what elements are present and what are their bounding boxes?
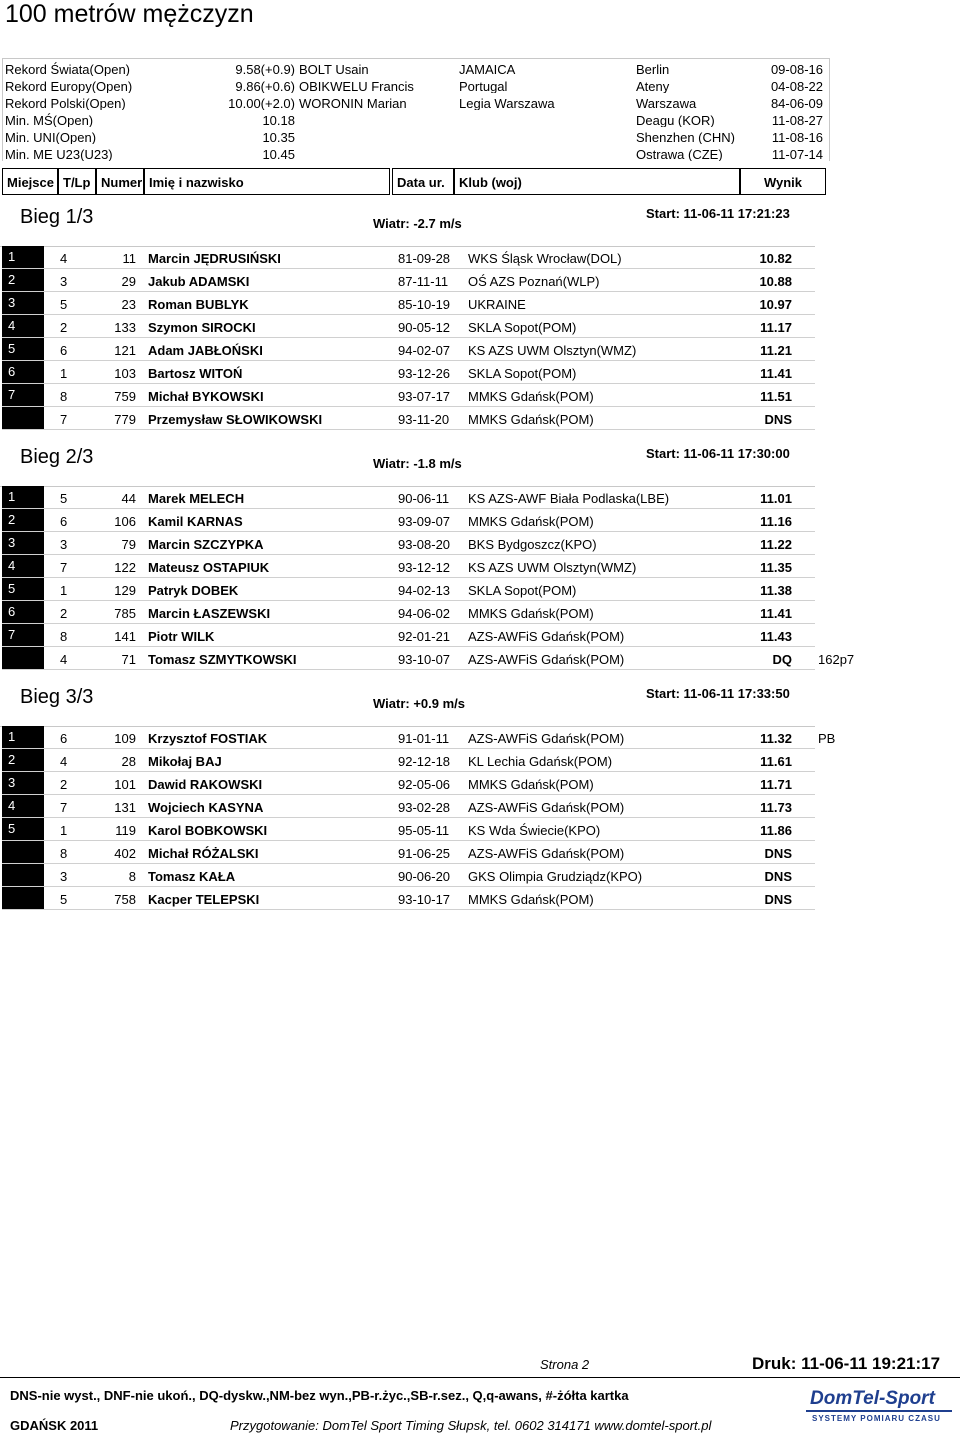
header-place: Miejsce xyxy=(2,168,58,195)
cell-born: 92-01-21 xyxy=(398,629,451,644)
cell-lane: 8 xyxy=(60,846,68,861)
result-row xyxy=(2,841,815,864)
cell-club: AZS-AWFiS Gdańsk(POM) xyxy=(468,731,625,746)
cell-lane: 3 xyxy=(60,274,68,289)
cell-lane: 5 xyxy=(60,297,68,312)
result-row xyxy=(2,555,815,578)
cell-place: 5 xyxy=(2,338,44,360)
cell-bib: 28 xyxy=(121,754,136,769)
cell-lane: 2 xyxy=(60,320,68,335)
cell-lane: 4 xyxy=(60,754,68,769)
cell-born: 93-02-28 xyxy=(398,800,451,815)
cell-club: MMKS Gdańsk(POM) xyxy=(468,514,594,529)
record-name: Rekord Europy(Open) xyxy=(5,79,133,93)
cell-club: KS AZS UWM Olsztyn(WMZ) xyxy=(468,343,637,358)
result-row xyxy=(2,338,815,361)
cell-born: 81-09-28 xyxy=(398,251,451,266)
result-row xyxy=(2,818,815,841)
heat-title: Bieg 2/3 xyxy=(20,446,94,468)
record-name: Min. MŚ(Open) xyxy=(5,113,94,127)
cell-athlete: Szymon SIROCKI xyxy=(148,320,256,335)
cell-result: 11.22 xyxy=(760,537,792,552)
result-row xyxy=(2,486,815,509)
page-number: Strona 2 xyxy=(540,1357,590,1372)
record-row xyxy=(3,144,829,161)
record-club: Portugal xyxy=(459,79,508,93)
result-row xyxy=(2,532,815,555)
cell-club: BKS Bydgoszcz(KPO) xyxy=(468,537,597,552)
cell-bib: 29 xyxy=(121,274,136,289)
cell-bib: 758 xyxy=(114,892,136,907)
divider xyxy=(0,1377,960,1378)
cell-born: 92-05-06 xyxy=(398,777,451,792)
cell-bib: 122 xyxy=(114,560,136,575)
cell-born: 93-12-26 xyxy=(398,366,451,381)
cell-born: 91-06-25 xyxy=(398,846,451,861)
header-num: Numer xyxy=(96,168,144,195)
cell-athlete: Przemysław SŁOWIKOWSKI xyxy=(148,412,323,427)
cell-place xyxy=(2,407,44,429)
cell-born: 90-05-12 xyxy=(398,320,451,335)
record-athlete: WORONIN Marian xyxy=(299,96,407,110)
cell-athlete: Mikołaj BAJ xyxy=(148,754,222,769)
record-place: Shenzhen (CHN) xyxy=(636,130,735,144)
cell-result: 11.21 xyxy=(760,343,792,358)
cell-club: MMKS Gdańsk(POM) xyxy=(468,606,594,621)
cell-bib: 109 xyxy=(114,731,136,746)
cell-club: OŚ AZS Poznań(WLP) xyxy=(468,274,600,289)
record-place: Deagu (KOR) xyxy=(636,113,715,127)
cell-result: DNS xyxy=(764,412,792,427)
record-result: 10.18 xyxy=(262,113,295,127)
result-row xyxy=(2,726,836,749)
record-date: 84-06-09 xyxy=(770,96,823,110)
heat-rows xyxy=(2,246,815,430)
cell-place: 3 xyxy=(2,772,44,794)
result-row xyxy=(2,509,815,532)
cell-bib: 79 xyxy=(121,537,136,552)
cell-born: 91-01-11 xyxy=(398,731,450,746)
record-row xyxy=(3,127,829,144)
cell-club: MMKS Gdańsk(POM) xyxy=(468,777,594,792)
cell-lane: 7 xyxy=(60,560,68,575)
cell-result: 11.73 xyxy=(760,800,792,815)
cell-born: 93-07-17 xyxy=(398,389,451,404)
record-date: 11-08-27 xyxy=(771,113,823,127)
cell-result: 11.01 xyxy=(760,491,792,506)
cell-lane: 2 xyxy=(60,606,68,621)
cell-lane: 3 xyxy=(60,869,68,884)
cell-lane: 2 xyxy=(60,777,68,792)
cell-born: 93-08-20 xyxy=(398,537,451,552)
cell-result: DNS xyxy=(764,869,792,884)
cell-club: MMKS Gdańsk(POM) xyxy=(468,412,594,427)
result-row xyxy=(2,292,815,315)
cell-bib: 129 xyxy=(114,583,136,598)
cell-lane: 4 xyxy=(60,251,68,266)
record-name: Min. UNI(Open) xyxy=(5,130,97,144)
cell-lane: 6 xyxy=(60,514,68,529)
cell-athlete: Patryk DOBEK xyxy=(148,583,239,598)
cell-place: 7 xyxy=(2,384,44,406)
record-date: 09-08-16 xyxy=(770,62,823,76)
cell-athlete: Karol BOBKOWSKI xyxy=(148,823,268,838)
record-result: 10.45 xyxy=(262,147,295,161)
cell-athlete: Piotr WILK xyxy=(148,629,215,644)
cell-place: 5 xyxy=(2,578,44,600)
cell-place xyxy=(2,647,44,669)
result-row xyxy=(2,772,815,795)
cell-born: 92-12-18 xyxy=(398,754,451,769)
cell-place: 4 xyxy=(2,315,44,337)
record-date: 04-08-22 xyxy=(770,79,823,93)
cell-place: 3 xyxy=(2,532,44,554)
cell-bib: 759 xyxy=(114,389,136,404)
cell-bib: 121 xyxy=(114,343,136,358)
cell-bib: 141 xyxy=(114,629,136,644)
cell-born: 93-10-17 xyxy=(398,892,451,907)
result-row xyxy=(2,795,815,818)
cell-club: AZS-AWFiS Gdańsk(POM) xyxy=(468,800,625,815)
cell-result: 11.38 xyxy=(760,583,792,598)
heat-wind: Wiatr: -2.7 m/s xyxy=(373,216,462,231)
cell-lane: 1 xyxy=(60,366,68,381)
cell-result: DNS xyxy=(764,846,792,861)
cell-bib: 785 xyxy=(114,606,136,621)
result-row xyxy=(2,315,815,338)
cell-lane: 8 xyxy=(60,389,68,404)
cell-club: UKRAINE xyxy=(468,297,526,312)
cell-born: 85-10-19 xyxy=(398,297,451,312)
result-row xyxy=(2,887,815,910)
cell-born: 93-10-07 xyxy=(398,652,451,667)
cell-result: DNS xyxy=(764,892,792,907)
cell-result: 11.35 xyxy=(760,560,792,575)
cell-bib: 131 xyxy=(114,800,136,815)
header-born: Data ur. xyxy=(392,168,454,195)
cell-bib: 71 xyxy=(121,652,136,667)
record-athlete: BOLT Usain xyxy=(299,62,369,76)
cell-bib: 8 xyxy=(128,869,136,884)
cell-result: 11.17 xyxy=(760,320,792,335)
cell-athlete: Jakub ADAMSKI xyxy=(148,274,250,289)
cell-born: 95-05-11 xyxy=(398,823,450,838)
cell-athlete: Marcin JĘDRUSIŃSKI xyxy=(148,251,281,266)
header-tor: T/Lp xyxy=(58,168,96,195)
cell-athlete: Roman BUBLYK xyxy=(148,297,249,312)
record-date: 11-08-16 xyxy=(771,130,823,144)
cell-born: 93-09-07 xyxy=(398,514,451,529)
cell-place: 6 xyxy=(2,601,44,623)
heat-title: Bieg 1/3 xyxy=(20,206,94,228)
cell-place: 2 xyxy=(2,509,44,531)
cell-result: 11.41 xyxy=(760,606,792,621)
record-place: Warszawa xyxy=(636,96,697,110)
logo-subtitle: SYSTEMY POMIARU CZASU xyxy=(812,1414,941,1423)
cell-lane: 5 xyxy=(60,491,68,506)
cell-lane: 6 xyxy=(60,343,68,358)
print-timestamp: Druk: 11-06-11 19:21:17 xyxy=(752,1354,941,1373)
cell-bib: 101 xyxy=(114,777,136,792)
cell-place xyxy=(2,887,44,909)
cell-bib: 779 xyxy=(114,412,136,427)
cell-club: AZS-AWFiS Gdańsk(POM) xyxy=(468,629,625,644)
cell-place: 2 xyxy=(2,749,44,771)
cell-athlete: Kamil KARNAS xyxy=(148,514,243,529)
cell-bib: 106 xyxy=(114,514,136,529)
cell-born: 94-02-07 xyxy=(398,343,451,358)
cell-place: 2 xyxy=(2,269,44,291)
legend: DNS-nie wyst., DNF-nie ukoń., DQ-dyskw.,NM-bez wyn.,PB-r.życ.,SB-r.sez., Q,q-awans, #-żółta kartka xyxy=(10,1388,629,1403)
record-result: 10.35 xyxy=(262,130,295,144)
cell-result: 10.88 xyxy=(759,274,792,289)
cell-place: 1 xyxy=(2,726,44,748)
header-club: Klub (woj) xyxy=(454,168,740,195)
result-row xyxy=(2,624,815,647)
record-club: JAMAICA xyxy=(459,62,516,76)
record-date: 11-07-14 xyxy=(771,147,823,161)
cell-club: AZS-AWFiS Gdańsk(POM) xyxy=(468,846,625,861)
record-name: Rekord Polski(Open) xyxy=(5,96,126,110)
cell-bib: 133 xyxy=(114,320,136,335)
cell-bib: 11 xyxy=(122,251,136,266)
cell-club: SKLA Sopot(POM) xyxy=(468,366,577,381)
cell-place: 6 xyxy=(2,361,44,383)
cell-lane: 8 xyxy=(60,629,68,644)
result-row xyxy=(2,407,815,430)
cell-place: 4 xyxy=(2,795,44,817)
cell-born: 93-11-20 xyxy=(398,412,450,427)
record-row xyxy=(3,59,829,76)
cell-note: PB xyxy=(818,731,836,746)
cell-athlete: Marcin ŁASZEWSKI xyxy=(148,606,271,621)
record-result: 9.58(+0.9) xyxy=(235,62,295,76)
cell-lane: 1 xyxy=(60,823,68,838)
header-name: Imię i nazwisko xyxy=(144,168,390,195)
cell-result: 11.16 xyxy=(760,514,792,529)
cell-athlete: Krzysztof FOSTIAK xyxy=(148,731,268,746)
logo-text: DomTel-Sport xyxy=(810,1388,935,1409)
header-result: Wynik xyxy=(740,168,826,195)
cell-lane: 1 xyxy=(60,583,68,598)
cell-club: KS Wda Świecie(KPO) xyxy=(468,823,601,838)
result-row xyxy=(2,647,855,670)
result-row xyxy=(2,246,815,269)
result-row xyxy=(2,578,815,601)
cell-club: GKS Olimpia Grudziądz(KPO) xyxy=(468,869,643,884)
cell-lane: 7 xyxy=(60,412,68,427)
cell-club: KS AZS-AWF Biała Podlaska(LBE) xyxy=(468,491,670,506)
record-place: Ostrawa (CZE) xyxy=(636,147,723,161)
cell-result: 11.43 xyxy=(760,629,792,644)
cell-bib: 44 xyxy=(121,491,136,506)
cell-result: 11.41 xyxy=(760,366,792,381)
heat-wind: Wiatr: +0.9 m/s xyxy=(373,696,466,711)
cell-born: 90-06-20 xyxy=(398,869,451,884)
cell-athlete: Michał RÓŻALSKI xyxy=(148,846,259,861)
records-table xyxy=(2,58,830,161)
cell-club: SKLA Sopot(POM) xyxy=(468,583,577,598)
cell-place xyxy=(2,864,44,886)
cell-bib: 402 xyxy=(114,846,136,861)
result-row xyxy=(2,864,815,887)
cell-athlete: Tomasz KAŁA xyxy=(148,869,236,884)
record-result: 9.86(+0.6) xyxy=(235,79,295,93)
cell-bib: 103 xyxy=(114,366,136,381)
cell-place: 1 xyxy=(2,486,44,508)
cell-place: 1 xyxy=(2,246,44,268)
cell-born: 87-11-11 xyxy=(398,274,449,289)
record-name: Min. ME U23(U23) xyxy=(5,147,113,161)
cell-result: 11.32 xyxy=(760,731,792,746)
cell-place xyxy=(2,841,44,863)
heat-start: Start: 11-06-11 17:30:00 xyxy=(646,446,790,461)
cell-lane: 5 xyxy=(60,892,68,907)
cell-result: DQ xyxy=(772,652,792,667)
record-athlete: OBIKWELU Francis xyxy=(299,79,414,93)
cell-club: KL Lechia Gdańsk(POM) xyxy=(468,754,613,769)
cell-athlete: Dawid RAKOWSKI xyxy=(148,777,263,792)
prepared-by: Przygotowanie: DomTel Sport Timing Słupsk, tel. 0602 314171 www.domtel-sport.pl xyxy=(230,1418,712,1433)
cell-note: 162p7 xyxy=(818,652,855,667)
record-place: Berlin xyxy=(636,62,670,76)
result-row xyxy=(2,601,815,624)
cell-born: 94-02-13 xyxy=(398,583,451,598)
cell-athlete: Adam JABŁOŃSKI xyxy=(148,343,263,358)
cell-lane: 3 xyxy=(60,537,68,552)
cell-result: 10.82 xyxy=(759,251,792,266)
cell-athlete: Michał BYKOWSKI xyxy=(148,389,264,404)
cell-club: KS AZS UWM Olsztyn(WMZ) xyxy=(468,560,637,575)
heat-rows xyxy=(2,726,836,910)
cell-result: 11.51 xyxy=(760,389,792,404)
cell-bib: 119 xyxy=(115,823,136,838)
heat-start: Start: 11-06-11 17:33:50 xyxy=(646,686,790,701)
cell-result: 11.71 xyxy=(760,777,792,792)
result-row xyxy=(2,269,815,292)
cell-athlete: Wojciech KASYNA xyxy=(148,800,264,815)
cell-club: AZS-AWFiS Gdańsk(POM) xyxy=(468,652,625,667)
cell-place: 3 xyxy=(2,292,44,314)
cell-athlete: Tomasz SZMYTKOWSKI xyxy=(148,652,297,667)
cell-club: WKS Śląsk Wrocław(DOL) xyxy=(468,251,622,266)
cell-result: 11.86 xyxy=(760,823,792,838)
cell-club: SKLA Sopot(POM) xyxy=(468,320,577,335)
domtel-logo xyxy=(806,1388,954,1428)
cell-place: 4 xyxy=(2,555,44,577)
cell-club: MMKS Gdańsk(POM) xyxy=(468,389,594,404)
cell-lane: 4 xyxy=(60,652,68,667)
record-place: Ateny xyxy=(636,79,670,93)
cell-athlete: Marek MELECH xyxy=(148,491,245,506)
cell-lane: 6 xyxy=(60,731,68,746)
record-club: Legia Warszawa xyxy=(459,96,555,110)
cell-lane: 7 xyxy=(60,800,68,815)
cell-place: 7 xyxy=(2,624,44,646)
heat-wind: Wiatr: -1.8 m/s xyxy=(373,456,462,471)
cell-athlete: Kacper TELEPSKI xyxy=(148,892,260,907)
heat-title: Bieg 3/3 xyxy=(20,686,94,708)
result-row xyxy=(2,384,815,407)
logo-bar xyxy=(806,1410,952,1412)
cell-result: 10.97 xyxy=(759,297,792,312)
record-result: 10.00(+2.0) xyxy=(228,96,295,110)
cell-athlete: Marcin SZCZYPKA xyxy=(148,537,264,552)
heat-start: Start: 11-06-11 17:21:23 xyxy=(646,206,790,221)
result-row xyxy=(2,749,815,772)
heat-rows xyxy=(2,486,855,670)
cell-place: 5 xyxy=(2,818,44,840)
cell-athlete: Mateusz OSTAPIUK xyxy=(148,560,270,575)
record-row xyxy=(3,93,829,110)
record-row xyxy=(3,76,829,93)
result-row xyxy=(2,361,815,384)
record-name: Rekord Świata(Open) xyxy=(5,62,130,76)
cell-born: 93-12-12 xyxy=(398,560,451,575)
cell-born: 90-06-11 xyxy=(398,491,450,506)
cell-result: 11.61 xyxy=(760,754,792,769)
cell-bib: 23 xyxy=(121,297,136,312)
cell-club: MMKS Gdańsk(POM) xyxy=(468,892,594,907)
page-title: 100 metrów mężczyzn xyxy=(5,0,254,28)
record-row xyxy=(3,110,829,127)
event-city: GDAŃSK 2011 xyxy=(10,1418,99,1433)
cell-born: 94-06-02 xyxy=(398,606,451,621)
cell-athlete: Bartosz WITOŃ xyxy=(148,366,243,381)
